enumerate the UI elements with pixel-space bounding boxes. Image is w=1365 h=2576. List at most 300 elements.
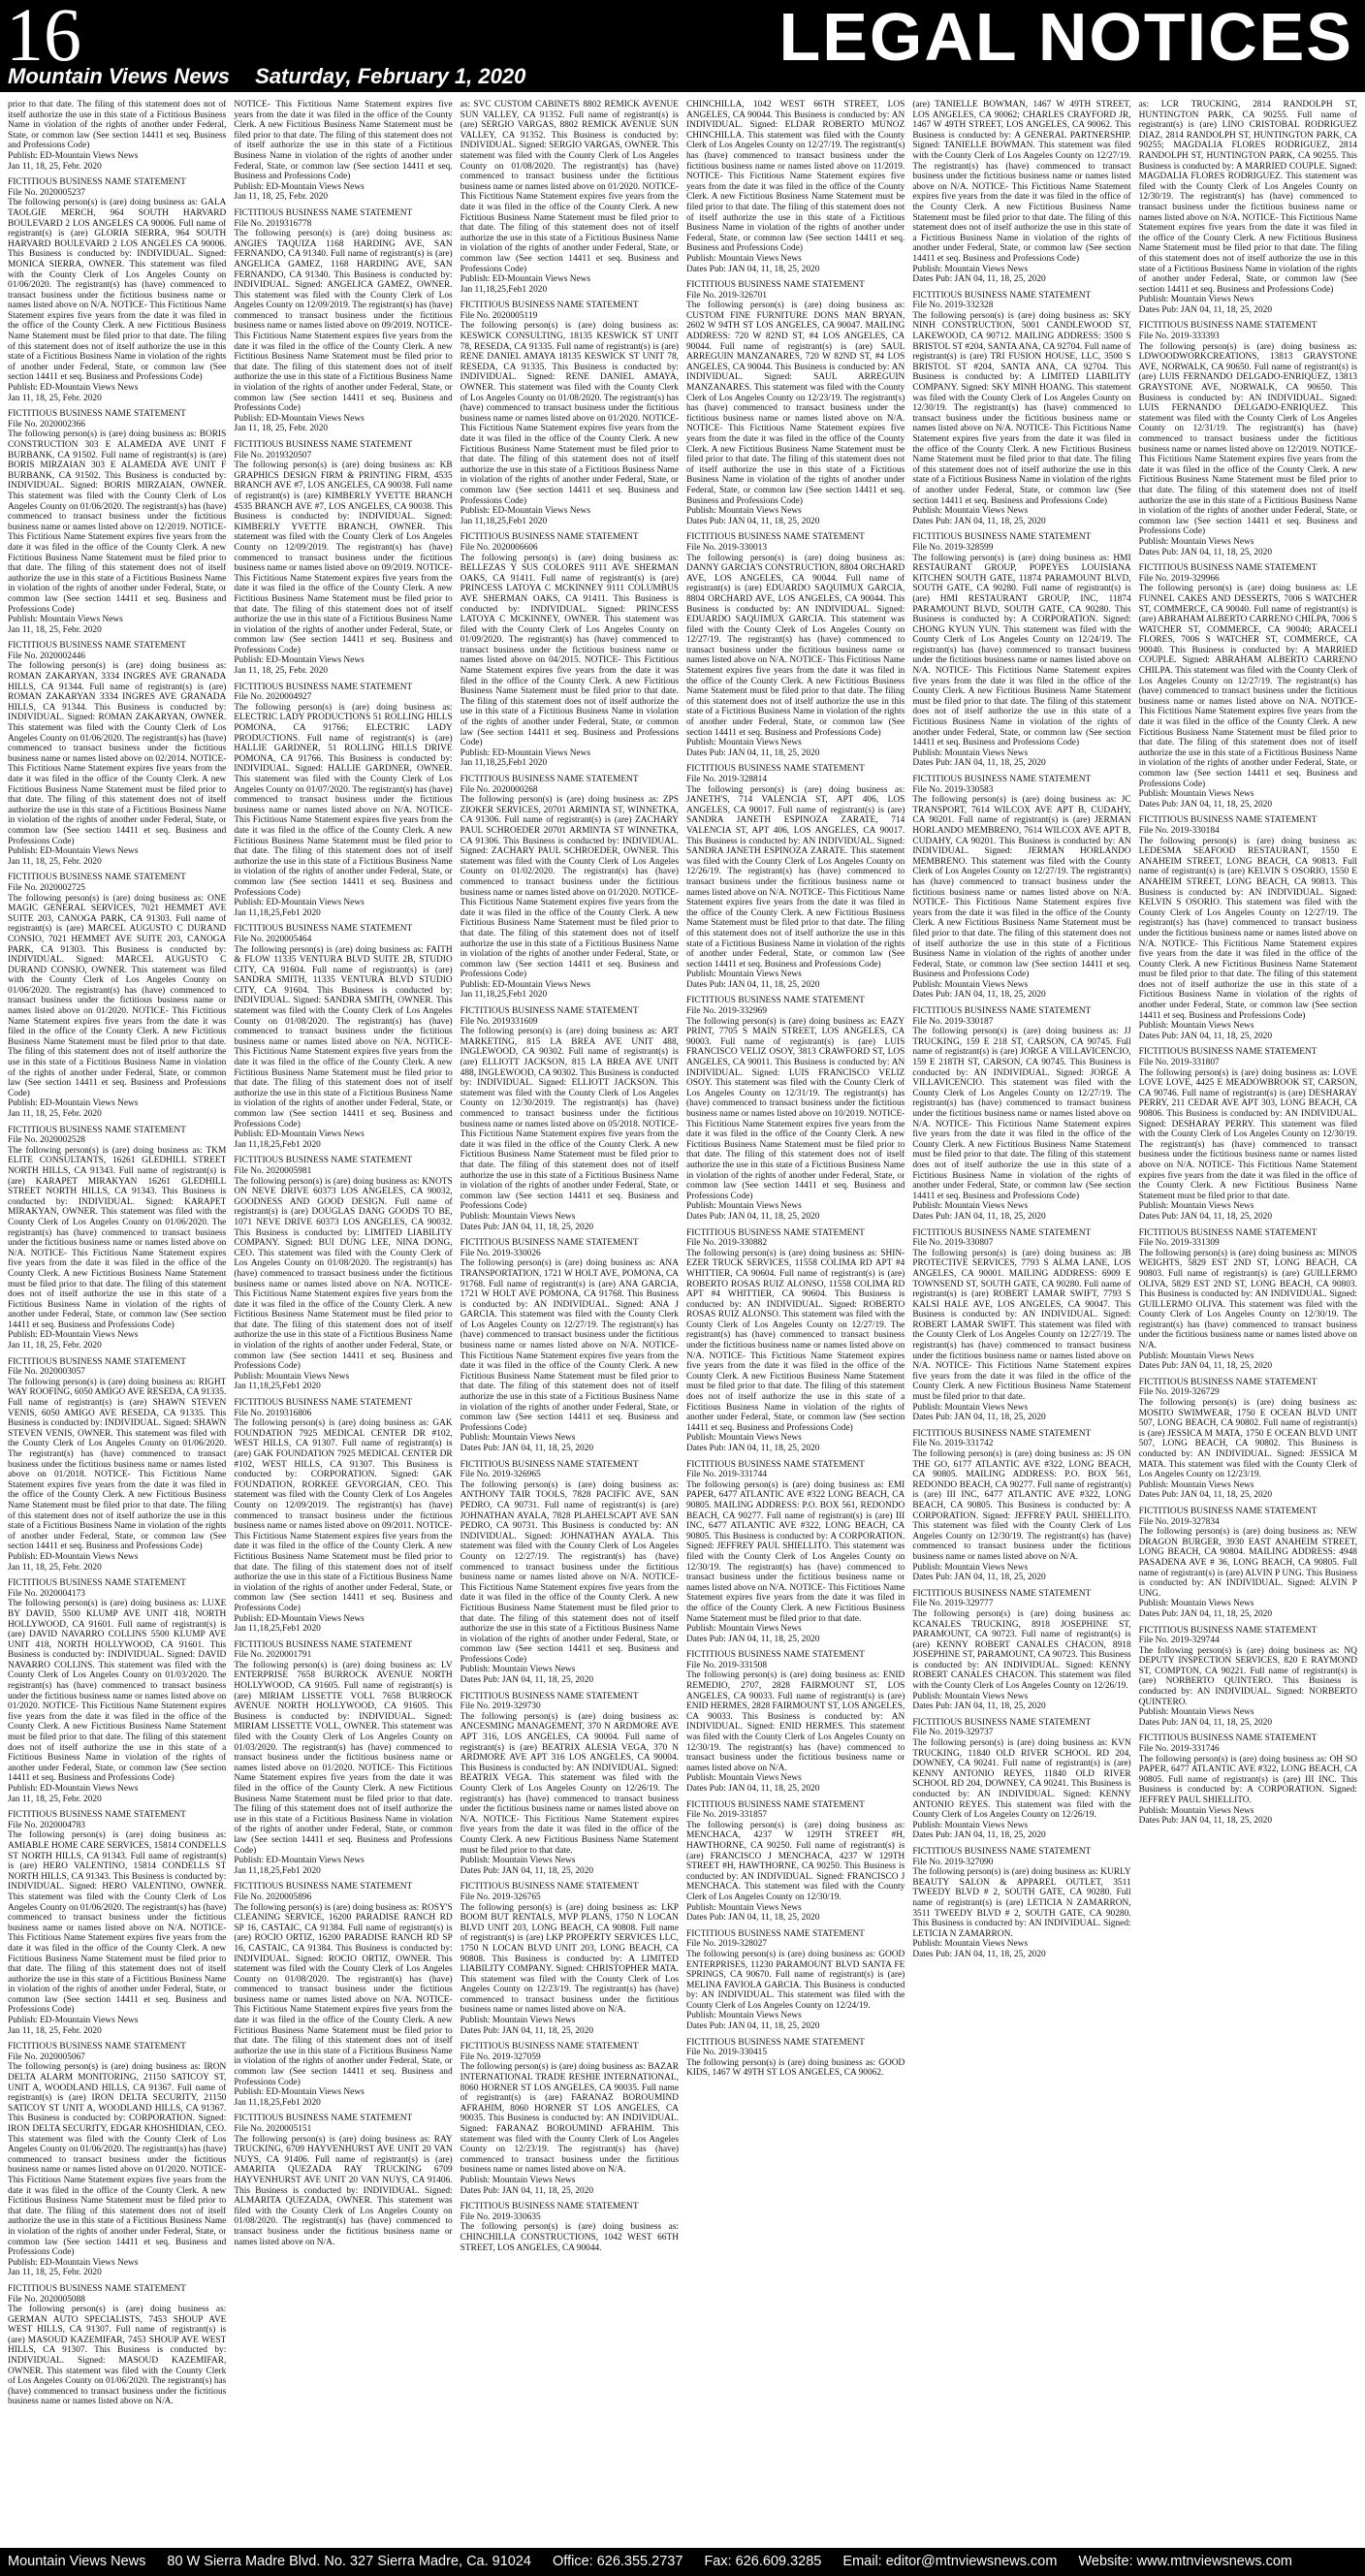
notice-body: The following person(s) is (are) doing business as: KURLY BEAUTY SALON & APPAREL OUTLET, 3511 TWEEDY BLVD # 2, SOUTH GATE, CA 90280. Full name of registrant(s) is (are) LETICIA N ZAMARRON, 3511 TWEEDY BLVD # 2, SOUTH GATE, CA 90280. This Business is conducted by: AN INDIVIDUAL. Signed: LETICIA N ZAMARRON. [912, 1867, 1131, 1939]
notice-body: The following person(s) is (are) doing business as: LOVE LOVE LOVE, 4425 E MEADOWBROOK ST, CARSON, CA 90746. Full name of registrant(s) is (are) DESHARAY PERRY, 211 CEDAR AVE APT 303, LONG BEACH, CA 90806. This Business is conducted by: AN INDIVIDUAL. Signed: DESHARAY PERRY. This statement was filed with the County Clerk of Los Angeles County on 12/30/19. The registrant(s) has (have) commenced to transact business under the fictitious business name or names listed above on N/A. NOTICE- This Fictitious Name Statement expires five years from the date it was filed in the office of the County Clerk. A new Fictitious Business Name Statement must be filed prior to that date. [1138, 1067, 1357, 1201]
notice-body: The following person(s) is (are) doing business as: LKP BOOM BUT RENTALS, MVP PLANS, 1750 N LOCAN BLVD UNIT 203, LONG BEACH, CA 90808. Full name of registrant(s) is (are) LKP PROPERTY SERVICES LLC, 1750 N LOCAN BLVD UNIT 203, LONG BEACH, CA 90808. This Business is conducted by: A LIMITED LIABILITY COMPANY. Signed: CHRISTOPHER MATA. This statement was filed with the County Clerk of Los Angeles County on 12/23/19. The registrant(s) has (have) commenced to transact business under the fictitious business name or names listed above on N/A. [460, 1902, 679, 2016]
notice-heading: FICTITIOUS BUSINESS NAME STATEMENT [912, 1717, 1092, 1728]
legal-notice [912, 100, 1130, 285]
notice-publish-line: Publish: ED-Mountain Views News [8, 2257, 139, 2268]
notice-body: The following person(s) is (are) doing business as: CUSTOM FINE FURNITURE DONS MAN BRYAN, 2602 W 94TH ST LOS ANGELES, CA 90047. MAILING ADDRESS: 720 W 82ND ST, #4 LOS ANGELES, CA 90044. Full name of registrant(s) is (are) SAUL ARREGUIN MANZANARES, 720 W 82ND ST, #4 LOS ANGELES, CA 90044. This Business is conducted by: AN INDIVIDUAL. Signed: SAUL ARREGUIN MANZANARES. This statement was filed with the County Clerk of Los Angeles County on 12/23/19. The registrant(s) has (have) commenced to transact business under the fictitious business name or names listed above on N/A. NOTICE- This Fictitious Name Statement expires five years from the date it was filed in the office of the County Clerk. A new Fictitious Business Name Statement must be filed prior to that date. The filing of this statement does not of itself authorize the use in this state of a Fictitious Business Name in violation of the rights of another under Federal, State, or common law (See section 14411 et seq. Business and Professions Code) [685, 301, 905, 506]
notice-publish-dates: Dates Pub: JAN 04, 11, 18, 25, 2020 [685, 1784, 820, 1794]
legal-notice [686, 280, 905, 526]
notice-heading: FICTITIOUS BUSINESS NAME STATEMENT [912, 1428, 1092, 1439]
page-number: 16 [6, 0, 81, 77]
notice-publish-line: Publish: Mountain Views News [1138, 536, 1254, 547]
notice-heading: FICTITIOUS BUSINESS NAME STATEMENT [912, 1588, 1092, 1599]
notice-publish-line: Publish: Mountain Views News [460, 1211, 576, 1222]
notice-publish-dates: Dates Pub: JAN 04, 11, 18, 25, 2020 [685, 1444, 820, 1453]
notice-publish-line: Publish: Mountain Views News [1138, 1805, 1254, 1816]
notice-file-number: File No. 2019-327090 [912, 1857, 994, 1867]
notice-body: The following person(s) is (are) doing business as: TKM ELITE CONSULTANTS, 16261 GLEDHILL STREET NORTH HILLS, CA 91343. Full name of registrant(s) is (are) KARAPET MIRAKYAN 16261 GLEDHILL STREET NORTH HILLS, CA 91343. This Business is conducted by: INDIVIDUAL. Signed: KARAPET MIRAKYAN, OWNER. This statement was filed with the County Clerk of Los Angeles County on 01/06/2020. The registrant(s) has (have) commenced to transact business under the fictitious business name or names listed above on N/A. NOTICE- This Fictitious Name Statement expires five years from the date it was filed in the office of the County Clerk. A new Fictitious Business Name Statement must be filed prior to that date. The filing of this statement does not of itself authorize the use in this state of a Fictitious Business Name in violation of the rights of another under Federal, State, or common law (See section 14411 et seq. Business and Professions Code) [8, 1145, 227, 1330]
notice-publish-dates: Jan 11, 18, 25, Febr. 2020 [234, 192, 329, 203]
legal-notice [8, 177, 226, 403]
notice-heading: FICTITIOUS BUSINESS NAME STATEMENT [8, 1356, 186, 1367]
notice-publish-line: Publish: ED-Mountain Views News [460, 979, 591, 990]
notice-publish-line: Publish: Mountain Views News [685, 1773, 802, 1784]
notice-publish-line: Publish: Mountain Views News [685, 738, 802, 748]
notice-body: The following person(s) is (are) doing business as: ART MARKETING, 815 LA BREA AVE UNIT 488, INGLEWOOD, CA 90302. Full name of registrant(s) is (are) ELLIOTT JACKSON, 815 LA BREA AVE UNIT 488, INGLEWOOD, CA 90302. This Business is conducted by: INDIVIDUAL. Signed: ELLIOTT JACKSON. This statement was filed with the County Clerk of Los Angeles County on 12/30/2019. The registrant(s) has (have) commenced to transact business under the fictitious business name or names listed above on 05/2018. NOTICE- This Fictitious Name Statement expires five years from the date it was filed in the office of the County Clerk. A new Fictitious Business Name Statement must be filed prior to that date. The filing of this statement does not of itself authorize the use in this state of a Fictitious Business Name in violation of the rights of another under Federal, State, or common law (See section 14411 et seq. Business and Professions Code) [460, 1027, 679, 1212]
notice-heading: FICTITIOUS BUSINESS NAME STATEMENT [234, 440, 413, 450]
notice-body: The following person(s) is (are) doing business as: MOSITO SWIMWEAR, 1750 E OCEAN BLVD UNIT 507, LONG BEACH, CA 90802. Full name of registrant(s) is (are) JESSICA M MATA, 1750 E OCEAN BLVD UNIT 507, LONG BEACH, CA 90802. This Business is conducted by: AN INDIVIDUAL. Signed: JESSICA M MATA. This statement was filed with the County Clerk of Los Angeles County on 12/23/19. [1138, 1398, 1357, 1480]
notice-body: The following person(s) is (are) doing business as: LE FUNNEL CAKES AND DESSERTS, 7006 S WATCHER ST, COMMERCE, CA 90040. Full name of registrant(s) is (are) ABRAHAM ALBERTO CARRENO CHILPA, 7006 S WATCHER ST, COMMERCE, CA 90040; ARACELI FLORES, 7006 S WATCHER ST, COMMERCE, CA 90040. This Business is conducted by: A MARRIED COUPLE. Signed: ABRAHAM ALBERTO CARRENO CHILPA. This statement was filed with the County Clerk of Los Angeles County on 12/27/19. The registrant(s) has (have) commenced to transact business under the fictitious business name or names listed above on N/A. NOTICE- This Fictitious Name Statement expires five years from the date it was filed in the office of the County Clerk. A new Fictitious Business Name Statement must be filed prior to that date. The filing of this statement does not of itself authorize the use in this state of a Fictitious Business Name in violation of the rights of another under Federal, State, or common law (See section 14411 et seq. Business and Professions Code) [1138, 584, 1357, 789]
legal-notice [1139, 1047, 1357, 1222]
notice-heading: FICTITIOUS BUSINESS NAME STATEMENT [1138, 1625, 1317, 1636]
notice-body: The following person(s) is (are) doing business as: RAY TRUCKING, 6709 HAYVENHURST AVE UNIT 20 VAN NUYS, CA 91406. Full name of registrant(s) is (are) AMARITA QUEZADA RAY TRUCKING 6709 HAYVENHURST AVE UNIT 20 VAN NUYS, CA 91406. This Business is conducted by: INDIVIDUAL. Signed: ALMARITA QUEZADA, OWNER. This statement was filed with the County Clerk of Los Angeles County on 01/08/2020. The registrant(s) has (have) commenced to transact business under the fictitious business name or names listed above on N/A. [234, 2134, 453, 2247]
notice-heading: FICTITIOUS BUSINESS NAME STATEMENT [8, 2042, 186, 2052]
notice-body: The following person(s) is (are) doing business as: ANCESMING MANAGEMENT, 370 N ARDMORE AVE APT 316, LOS ANGELES, CA 90004. Full name of registrant(s) is (are) BEATRIX ALESIA VEGA, 370 N ARDMORE AVE APT 316 LOS ANGELES, CA 90004. This Business is conducted by: AN INDIVIDUAL. Signed: BEATRIX VEGA. This statement was filed with the County Clerk of Los Angeles County on 12/26/19. The registrant(s) has (have) commenced to transact business under the fictitious business name or names listed above on N/A. NOTICE- This Fictitious Name Statement expires five years from the date it was filed in the office of the County Clerk. A new Fictitious Business Name Statement must be filed prior to that date. [460, 1711, 679, 1856]
notice-heading: FICTITIOUS BUSINESS NAME STATEMENT [8, 1810, 186, 1821]
notice-publish-dates: Jan 11,18,25,Feb1 2020 [234, 1624, 321, 1635]
notice-file-number: File No. 2019320507 [234, 450, 312, 461]
footer-website: Website: www.mtnviewsnews.com [1078, 2554, 1292, 2569]
notice-publish-line: Publish: Mountain Views News [685, 506, 802, 517]
notice-publish-dates: Dates Pub: JAN 04, 11, 18, 25, 2020 [1138, 1608, 1273, 1619]
publication-date: Saturday, February 1, 2020 [255, 64, 526, 88]
legal-notice [686, 996, 905, 1222]
notice-body: The following person(s) is (are) doing business as: ROMAN ZAKARYAN, 3334 INGRES AVE GRANADA HILLS, CA 91344. Full name of registrant(s) is (are) ROMAN ZAKARYAN 3334 INGRES AVE GRANADA HILLS, CA 91344. This Business is conducted by: INDIVIDUAL. Signed: ROMAN ZAKARYAN, OWNER. This statement was filed with the County Clerk of Los Angeles County on 01/06/2020. The registrant(s) has (have) commenced to transact business under the fictitious business name or names listed above on 02/2014. NOTICE- This Fictitious Name Statement expires five years from the date it was filed in the office of the County Clerk. A new Fictitious Business Name Statement must be filed prior to that date. The filing of this statement does not of itself authorize the use in this state of a Fictitious Business Name in violation of the rights of another under Federal, State, or common law (See section 14411 et seq. Business and Professions Code) [8, 661, 227, 846]
notice-publish-dates: Dates Pub: JAN 04, 11, 18, 25, 2020 [685, 979, 820, 990]
notice-publish-line: Publish: ED-Mountain Views News [234, 1129, 365, 1140]
notice-publish-line: Publish: ED-Mountain Views News [234, 413, 365, 424]
notice-heading: FICTITIOUS BUSINESS NAME STATEMENT [234, 1398, 413, 1409]
notice-file-number: File No. 2019-331508 [685, 1660, 768, 1670]
column-3 [460, 100, 679, 2538]
notice-body: The following person(s) is (are) doing business as: JC TRANSPORT, 7614 WILCOX AVE APT B, CUDAHY, CA 90201. Full name of registrant(s) is (are) JERMAN HORLANDO MEMBRENO, 7614 WILCOX AVE APT B, CUDAHY, CA 90201. This Business is conducted by: AN INDIVIDUAL. Signed: JERMAN HORLANDO MEMBRENO. This statement was filed with the County Clerk of Los Angeles County on 12/27/19. The registrant(s) has (have) commenced to transact business under the fictitious business name or names listed above on N/A. NOTICE- This Fictitious Name Statement expires five years from the date it was filed in the office of the County Clerk. A new Fictitious Business Name Statement must be filed prior to that date. The filing of this statement does not of itself authorize the use in this state of a Fictitious Business Name in violation of the rights of another under Federal, State, or common law (See section 14411 et seq. Business and Professions Code) [912, 795, 1131, 980]
legal-notice [8, 2042, 226, 2278]
legal-notice [686, 1228, 905, 1454]
notice-file-number: File No. 2019-331807 [1138, 1058, 1220, 1068]
column-6 [1139, 100, 1357, 2538]
notice-publish-dates: Dates Pub: JAN 04, 11, 18, 25, 2020 [1138, 1490, 1273, 1501]
notice-publish-line: Publish: ED-Mountain Views News [8, 150, 139, 161]
notice-body: The following person(s) is (are) doing business as: GERMAN AUTO SPECIALISTS, 7453 SHOUP AVE WEST HILLS, CA 91307. Full name of registrant(s) is (are) MASOUD KAZEMIFAR, 7453 SHOUP AVE WEST HILLS, CA 91307. This Business is conducted by: INDIVIDUAL. Signed: MASOUD KAZEMIFAR, OWNER. This statement was filed with the County Clerk of Los Angeles County on 01/06/2020. The registrant(s) has (have) commenced to transact business under the fictitious business name or names listed above on N/A. [8, 2305, 227, 2407]
notice-heading: FICTITIOUS BUSINESS NAME STATEMENT [234, 1156, 413, 1166]
legal-notice [1139, 1378, 1357, 1501]
legal-notice [234, 1882, 452, 2108]
notice-publish-line: Publish: Mountain Views News [912, 1939, 1029, 1950]
legal-notice [8, 873, 226, 1119]
notice-heading: FICTITIOUS BUSINESS NAME STATEMENT [460, 532, 639, 543]
notice-file-number: File No. 2019-329737 [912, 1728, 994, 1738]
notice-publish-line: Publish: ED-Mountain Views News [8, 1784, 139, 1794]
notice-file-number: File No. 2019-329777 [912, 1599, 994, 1609]
notice-body: The following person(s) is (are) doing business as: AMIABLE HOME CARE SERVICES, 15814 CONDELLS ST NORTH HILLS, CA 91343. Full name of registrant(s) is (are) HERO VALENTINO, 15814 CONDELLS ST NORTH HILLS, CA 91343. This Business is conducted by: INDIVIDUAL. Signed: HERO VALENTINO, OWNER. This statement was filed with the County Clerk of Los Angeles County on 01/06/2020. The registrant(s) has (have) commenced to transact business under the fictitious business name or names listed above on N/A. NOTICE- This Fictitious Name Statement expires five years from the date it was filed in the office of the County Clerk. A new Fictitious Business Name Statement must be filed prior to that date. The filing of this statement does not of itself authorize the use in this state of a Fictitious Business Name in violation of the rights of another under Federal, State, or common law (See section 14411 et seq. Business and Professions Code) [8, 1830, 227, 2016]
notice-body: The following person(s) is (are) doing business as: ANA TRANSPORTATION, 1721 W HOLT AVE, POMONA, CA 91768. Full name of registrant(s) is (are) ANA GARCIA, 1721 W HOLT AVE POMONA, CA 91768. This Business is conducted by: AN INDIVIDUAL. Signed: ANA J GARCIA. This statement was filed with the County Clerk of Los Angeles County on 12/27/19. The registrant(s) has (have) commenced to transact business under the fictitious business name or names listed above on N/A. NOTICE- This Fictitious Name Statement expires five years from the date it was filed in the office of the County Clerk. A new Fictitious Business Name Statement must be filed prior to that date. The filing of this statement does not of itself authorize the use in this state of a Fictitious Business Name in violation of the rights of another under Federal, State, or common law (See section 14411 et seq. Business and Professions Code) [460, 1258, 679, 1433]
notice-file-number: File No. 2020005151 [234, 2124, 312, 2134]
notice-file-number: File No. 2019-330882 [685, 1238, 768, 1249]
notice-heading: FICTITIOUS BUSINESS NAME STATEMENT [1138, 1733, 1317, 1744]
notice-file-number: File No. 2019-328814 [685, 775, 768, 784]
notice-heading: FICTITIOUS BUSINESS NAME STATEMENT [460, 2042, 639, 2052]
notice-publish-line: Publish: Mountain Views News [1138, 1351, 1254, 1361]
notice-publish-dates: Jan 11, 18, 25, Febr. 2020 [234, 424, 329, 434]
notice-body: The following person(s) is (are) doing business as: RIGHT WAY ROOFING, 6050 AMIGO AVE RESEDA, CA 91335. Full name of registrant(s) is (are) SHAWN STEVEN VENIS, 6050 AMIGO AVE RESEDA, CA 91335. This Business is conducted by: INDIVIDUAL. Signed: SHAWN STEVEN VENIS, OWNER. This statement was filed with the County Clerk of Los Angeles County on 01/06/2020. The registrant(s) has (have) commenced to transact business under the fictitious business name or names listed above on 01/2018. NOTICE- This Fictitious Name Statement expires five years from the date it was filed in the office of the County Clerk. A new Fictitious Business Name Statement must be filed prior to that date. The filing of this statement does not of itself authorize the use in this state of a Fictitious Business Name in violation of the rights of another under Federal, State, or common law (See section 14411 et seq. Business and Professions Code) [8, 1377, 227, 1552]
notice-publish-line: Publish: Mountain Views News [685, 2011, 802, 2021]
notice-publish-line: Publish: ED-Mountain Views News [460, 747, 591, 758]
notice-publish-dates: Dates Pub: JAN 04, 11, 18, 25, 2020 [912, 274, 1046, 285]
notice-heading: FICTITIOUS BUSINESS NAME STATEMENT [685, 764, 865, 775]
column-1 [8, 100, 226, 2538]
notice-heading: FICTITIOUS BUSINESS NAME STATEMENT [8, 409, 186, 420]
notice-heading: FICTITIOUS BUSINESS NAME STATEMENT [685, 1650, 865, 1661]
column-4 [686, 100, 905, 2538]
legal-notice [912, 532, 1130, 769]
notice-publish-line: Publish: Mountain Views News [460, 1856, 576, 1866]
notice-file-number: File No. 2019-331857 [685, 1810, 768, 1821]
notice-heading: FICTITIOUS BUSINESS NAME STATEMENT [1138, 1377, 1317, 1387]
notice-publish-line: Publish: Mountain Views News [460, 1433, 576, 1444]
notice-file-number: File No. 2020005981 [234, 1165, 312, 1176]
notice-publish-dates: Dates Pub: JAN 04, 11, 18, 25, 2020 [1138, 1816, 1273, 1827]
notice-file-number: File No. 2019-329744 [1138, 1636, 1220, 1646]
notice-publish-dates: Dates Pub: JAN 04, 11, 18, 25, 2020 [685, 747, 820, 758]
notice-publish-line: Publish: Mountain Views News [685, 1624, 802, 1635]
legal-notice [686, 1650, 905, 1794]
legal-notice [1139, 1507, 1357, 1620]
legal-notice [8, 1578, 226, 1804]
notice-file-number: File No. 2019-330013 [685, 542, 768, 553]
notice-body: The following person(s) is (are) doing business as: MENCHACA, 4237 W 129TH STREET #H, HAWTHORNE, CA 90250. Full name of registrant(s) is (are) FRANCISCO J MENCHACA, 4237 W 129TH STREET #H, HAWTHORNE, CA 90250. This Business is conducted by: AN INDIVIDUAL. Signed: FRANCISCO J MENCHACA. This statement was filed with the County Clerk of Los Angeles County on 12/30/19. [685, 1820, 905, 1902]
notice-file-number: File No. 2019-331744 [685, 1470, 768, 1480]
notice-publish-dates: Dates Pub: JAN 04, 11, 18, 25, 2020 [912, 1211, 1046, 1222]
notice-body: The following person(s) is (are) doing business as: GOOD KIDS, 1467 W 49TH ST LOS ANGELES, CA 90062. [685, 2057, 905, 2079]
notice-publish-line: Publish: ED-Mountain Views News [234, 1613, 365, 1624]
notice-heading: FICTITIOUS BUSINESS NAME STATEMENT [912, 1846, 1092, 1857]
notice-publish-line: Publish: ED-Mountain Views News [8, 1551, 139, 1562]
notice-file-number: File No. 2020002725 [8, 882, 85, 893]
notice-publish-line: Publish: Mountain Views News [1138, 1599, 1254, 1609]
notice-heading: FICTITIOUS BUSINESS NAME STATEMENT [685, 1459, 865, 1470]
legal-notice [234, 683, 452, 919]
notice-heading: FICTITIOUS BUSINESS NAME STATEMENT [460, 2202, 639, 2212]
legal-notice [1139, 1626, 1357, 1729]
masthead [0, 0, 1365, 92]
notice-body: The following person(s) is (are) doing business as: JS ON THE GO, 6177 ATLANTIC AVE #322, LONG BEACH, CA 90805. MAILING ADDRESS: P.O. BOX 561, REDONDO BEACH, CA 90277. Full name of registrant(s) is (are) III INC, 6477 ATLANTIC AVE #322, LONG BEACH, CA 90805. This Business is conducted by: A CORPORATION. Signed: JEFFREY PAUL SHIELLITO. This statement was filed with the County Clerk of Los Angeles County on 12/30/19. The registrant(s) has (have) commenced to transact business under the fictitious business name or names listed above on N/A. [912, 1449, 1131, 1562]
notice-publish-dates: Jan 11, 18, 25, Febr. 2020 [8, 624, 102, 635]
legal-notice [1139, 1228, 1357, 1372]
notice-publish-line: Publish: Mountain Views News [1138, 1479, 1254, 1490]
legal-notice [912, 1847, 1130, 1960]
legal-notice [460, 532, 679, 769]
legal-notice [686, 1800, 905, 1924]
notice-publish-dates: Jan 11,18,25,Feb1 2020 [460, 516, 548, 526]
notice-file-number: File No. 2020004173 [8, 1588, 85, 1599]
notice-publish-line: Publish: Mountain Views News [912, 747, 1029, 758]
legal-notice [912, 1228, 1130, 1423]
notice-publish-line: Publish: Mountain Views News [912, 1201, 1029, 1212]
notice-heading: FICTITIOUS BUSINESS NAME STATEMENT [234, 1639, 413, 1650]
notice-publish-line: Publish: Mountain Views News [8, 615, 123, 625]
notice-body: The following person(s) is (are) doing business as: KVN TRUCKING, 11840 OLD RIVER SCHOOL RD 204, DOWNEY, CA 90241. Full name of registrant(s) is (are) KENNY ANTONIO REYES, 11840 OLD RIVER SCHOOL RD 204, DOWNEY, CA 90241. This Business is conducted by: AN INDIVIDUAL. Signed: KENNY ANTONIO REYES. This statement was filed with the County Clerk of Los Angeles County on 12/26/19. [912, 1738, 1131, 1821]
notice-publish-line: Publish: ED-Mountain Views News [8, 1098, 139, 1109]
notice-heading: FICTITIOUS BUSINESS NAME STATEMENT [912, 1006, 1092, 1017]
notice-body: The following person(s) is (are) doing business as: LDWOODWORKCREATIONS, 13813 GRAYSTONE AVE, NORWALK, CA 90650. Full name of registrant(s) is (are) LUIS FERNANDO DELGADO-ENRIQUEZ, 13813 GRAYSTONE AVE, NORWALK, CA 90650. This Business is conducted by: AN INDIVIDUAL. Signed: LUIS FERNANDO DELGADO-ENRIQUEZ. This statement was filed with the County Clerk of Los Angeles County on 12/31/19. The registrant(s) has (have) commenced to transact business under the fictitious business name or names listed above on 12/2019. NOTICE- This Fictitious Name Statement expires five years from the date it was filed in the office of the County Clerk. A new Fictitious Business Name Statement must be filed prior to that date. The filing of this statement does not of itself authorize the use in this state of a Fictitious Business Name in violation of the rights of another under Federal, State, or common law (See section 14411 et seq. Business and Professions Code) [1138, 341, 1357, 537]
legal-notice [234, 1156, 452, 1392]
notice-file-number: File No. 2019-330184 [1138, 825, 1220, 836]
notice-heading: FICTITIOUS BUSINESS NAME STATEMENT [1138, 815, 1317, 826]
notice-file-number: File No. 2019-329966 [1138, 573, 1220, 584]
notice-publish-dates: Dates Pub: JAN 04, 11, 18, 25, 2020 [912, 758, 1046, 769]
notice-file-number: File No. 2019-330635 [460, 2211, 541, 2222]
notice-publish-dates: Dates Pub: JAN 04, 11, 18, 25, 2020 [685, 1211, 820, 1222]
notice-publish-line: Publish: Mountain Views News [685, 1902, 802, 1913]
notice-body: The following person(s) is (are) doing business as: NQ DEPUTY INSPECTION SERVICES, 820 E RAYMOND ST, COMPTON, CA 90221. Full name of registrant(s) is (are) NORBERTO QUINTERO. This Business is conducted by: AN INDIVIDUAL. Signed: NORBERTO QUINTERO. [1138, 1645, 1357, 1707]
section-title: LEGAL NOTICES [778, 0, 1353, 75]
notice-body: (are) TANIELLE BOWMAN, 1467 W 49TH STREET, LOS ANGELES, CA 90062; CHARLES CRAYFORD JR, 1467 W 49TH STREET, LOS ANGELES, CA 90062. This Business is conducted by: A GENERAL PARTNERSHIP. Signed: TANIELLE BOWMAN. This statement was filed with the County Clerk of Los Angeles County on 12/27/19. The registrant(s) has (have) commenced to transact business under the fictitious business name or names listed above on N/A. NOTICE- This Fictitious Name Statement expires five years from the date it was filed in the office of the County Clerk. A new Fictitious Business Name Statement must be filed prior to that date. The filing of this statement does not of itself authorize the use in this state of a Fictitious Business Name in violation of the rights of another under Federal, State, or common law (See section 14411 et seq. Business and Professions Code) [912, 100, 1131, 264]
notice-body: The following person(s) is (are) doing business as: DANNY GARCIA'S CONSTRUCTION, 8804 ORCHARD AVE, LOS ANGELES, CA 90044. Full name of registrant(s) is (are) EDUARDO SAQUIMUX GARCIA, 8804 ORCHARD AVE, LOS ANGELES, CA 90044. This Business is conducted by: AN INDIVIDUAL. Signed: EDUARDO SAQUIMUX GARCIA. This statement was filed with the County Clerk of Los Angeles County on 12/27/19. The registrant(s) has (have) commenced to transact business under the fictitious business name or names listed above on N/A. NOTICE- This Fictitious Name Statement expires five years from the date it was filed in the office of the County Clerk. A new Fictitious Business Name Statement must be filed prior to that date. The filing of this statement does not of itself authorize the use in this state of a Fictitious Business Name in violation of the rights of another under Federal, State, or common law (See section 14411 et seq. Business and Professions Code) [685, 553, 905, 738]
notice-publish-line: Publish: ED-Mountain Views News [234, 1856, 365, 1866]
notice-heading: FICTITIOUS BUSINESS NAME STATEMENT [685, 280, 865, 291]
notice-publish-line: Publish: Mountain Views News [912, 1820, 1029, 1830]
notice-publish-dates: Dates Pub: JAN 04, 11, 18, 25, 2020 [1138, 1031, 1273, 1041]
notice-publish-line: Publish: Mountain Views News [912, 1562, 1029, 1573]
notice-file-number: File No. 2019-326965 [460, 1470, 541, 1480]
notice-body: The following person(s) is (are) doing business as: LUXE BY DAVID, 5500 KLUMP AVE UNIT 418, NORTH HOLLYWOOD, CA 91601. Full name of registrant(s) is (are) DAVID NAVARRO COLLINS 5500 KLUMP AVE UNIT 418, NORTH HOLLYWOOD, CA 91601. This Business is conducted by: INDIVIDUAL. Signed: DAVID NAVARRO COLLINS. This statement was filed with the County Clerk of Los Angeles County on 01/03/2020. The registrant(s) has (have) commenced to transact business under the fictitious business name or names listed above on 01/2020. NOTICE- This Fictitious Name Statement expires five years from the date it was filed in the office of the County Clerk. A new Fictitious Business Name Statement must be filed prior to that date. The filing of this statement does not of itself authorize the use in this state of a Fictitious Business Name in violation of the rights of another under Federal, State, or common law (See section 14411 et seq. Business and Professions Code) [8, 1599, 227, 1784]
notice-publish-line: Publish: Mountain Views News [912, 1691, 1029, 1701]
notice-publish-line: Publish: Mountain Views News [685, 1433, 802, 1444]
notice-heading: FICTITIOUS BUSINESS NAME STATEMENT [460, 301, 639, 311]
notice-body: The following person(s) is (are) doing business as: BORIS CONSTRUCTION 303 E ALAMEDA AVE UNIT F BURBANK, CA 91502. Full name of registrant(s) is (are) BORIS MIRZAIAN 303 E ALAMEDA AVE UNIT F BURBANK, CA 91502. This Business is conducted by: INDIVIDUAL. Signed: BORIS MIRZAIAN, OWNER. This statement was filed with the County Clerk of Los Angeles County on 01/06/2020. The registrant(s) has (have) commenced to transact business under the fictitious business name or names listed above on 12/2019. NOTICE- This Fictitious Name Statement expires five years from the date it was filed in the office of the County Clerk. A new Fictitious Business Name Statement must be filed prior to that date. The filing of this statement does not of itself authorize the use in this state of a Fictitious Business Name in violation of the rights of another under Federal, State, or common law (See section 14411 et seq. Business and Professions Code) [8, 429, 227, 615]
notice-file-number: File No. 2019-332328 [912, 301, 994, 311]
notice-heading: FICTITIOUS BUSINESS NAME STATEMENT [460, 1238, 639, 1249]
notice-file-number: File No. 2019-333393 [1138, 332, 1220, 342]
legal-notice [912, 775, 1130, 1001]
legal-notice [460, 775, 679, 1001]
notice-file-number: File No. 2019-326729 [1138, 1387, 1220, 1398]
legal-notice [1139, 563, 1357, 810]
notice-publish-dates: Jan 11,18,25,Feb1 2020 [234, 1139, 321, 1150]
publication-name: Mountain Views News [8, 64, 231, 88]
notice-heading: FICTITIOUS BUSINESS NAME STATEMENT [1138, 1506, 1317, 1516]
notice-publish-dates: Dates Pub: JAN 04, 11, 18, 25, 2020 [912, 1701, 1046, 1712]
legal-notice [234, 208, 452, 434]
notice-file-number: File No. 2019-326765 [460, 1892, 541, 1902]
notice-body: NOTICE- This Fictitious Name Statement expires five years from the date it was filed in the office of the County Clerk. A new Fictitious Business Name Statement must be filed prior to that date. The filing of this statement does not of itself authorize the use in this state of a Fictitious Business Name in violation of the rights of another under Federal, State, or common law (See section 14411 et seq. Business and Professions Code) [234, 100, 453, 182]
notice-publish-dates: Dates Pub: JAN 04, 11, 18, 25, 2020 [912, 990, 1046, 1001]
notice-body: The following person(s) is (are) doing business as: BAZAR INTERNATIONAL TRADE RESHIE INTERNATIONAL, 8060 HORNER ST LOS ANGELES, CA 90035. Full name of registrant(s) is (are) FARANAZ BOROUMIND AFRAHIM, 8060 HORNER ST LOS ANGELES, CA 90035. This Business is conducted by: AN INDIVIDUAL. Signed: FARANAZ BOROUMIND AFRAHIM. This statement was filed with the County Clerk of Los Angeles County on 12/23/19. The registrant(s) has (have) commenced to transact business under the fictitious business name or names listed above on N/A. [460, 2062, 679, 2176]
notice-heading: FICTITIOUS BUSINESS NAME STATEMENT [234, 2114, 413, 2124]
notice-heading: FICTITIOUS BUSINESS NAME STATEMENT [912, 775, 1092, 784]
notice-body: The following person(s) is (are) doing business as: KB GRAPHICS DESIGN FIRM & PRINTING FIRM, 4535 BRANCH AVE #7, LOS ANGELES, CA 90038. Full name of registrant(s) is (are) KIMBERLY YVETTE BRANCH 4535 BRANCH AVE #7, LOS ANGELES, CA 90038. This Business is conducted by: INDIVIDUAL. Signed: KIMBERLY YVETTE BRANCH, OWNER. This statement was filed with the County Clerk of Los Angeles County on 12/09/2019. The registrant(s) has (have) commenced to transact business under the fictitious business name or names listed above on 09/2019. NOTICE- This Fictitious Name Statement expires five years from the date it was filed in the office of the County Clerk. A new Fictitious Business Name Statement must be filed prior to that date. The filing of this statement does not of itself authorize the use in this state of a Fictitious Business Name in violation of the rights of another under Federal, State, or common law (See section 14411 et seq. Business and Professions Code) [234, 461, 453, 655]
legal-notice [912, 291, 1130, 527]
notice-body: The following person(s) is (are) doing business as: ONE MAGIC GENERAL SERVICES, 7021 HEMMET AVE SUITE 203, CANOGA PARK, CA 91303. Full name of registrant(s) is (are) MARCEL AUGUSTO C DURAND CONSIO, 7021 HEMMET AVE SUITE 203, CANOGA PARK, CA 91303. This Business is conducted by: INDIVIDUAL. Signed: MARCEL AUGUSTO C DURAND CONSIO, OWNER. This statement was filed with the County Clerk of Los Angeles County on 01/06/2020. The registrant(s) has (have) commenced to transact business under the fictitious business name or names listed above on 01/2020. NOTICE- This Fictitious Name Statement expires five years from the date it was filed in the office of the County Clerk. A new Fictitious Business Name Statement must be filed prior to that date. The filing of this statement does not of itself authorize the use in this state of a Fictitious Business Name in violation of the rights of another under Federal, State, or common law (See section 14411 et seq. Business and Professions Code) [8, 893, 227, 1098]
notice-body: The following person(s) is (are) doing business as: LV ENTERPRISE 7658 BURROCK AVENUE NORTH HOLLYWOOD, CA 91605. Full name of registrant(s) is (are) MIRIAM LISSETTE VOLL 7658 BURROCK AVENUE NORTH HOLLYWOOD, CA 91605. This Business is conducted by: INDIVIDUAL. Signed: MIRIAM LISSETTE VOLL, OWNER. This statement was filed with the County Clerk of Los Angeles County on 01/03/2020. The registrant(s) has (have) commenced to transact business under the fictitious business name or names listed above on 01/2020. NOTICE- This Fictitious Name Statement expires five years from the date it was filed in the office of the County Clerk. A new Fictitious Business Name Statement must be filed prior to that date. The filing of this statement does not of itself authorize the use in this state of a Fictitious Business Name in violation of the rights of another under Federal, State, or common law (See section 14411 et seq. Business and Professions Code) [234, 1660, 453, 1856]
legal-notice [8, 409, 226, 635]
legal-notice [234, 1398, 452, 1635]
notice-publish-dates: Jan 11, 18, 25, Febr. 2020 [8, 2268, 102, 2278]
notice-file-number: File No. 2019316806 [234, 1408, 312, 1418]
legal-notice [1139, 1733, 1357, 1826]
notice-heading: FICTITIOUS BUSINESS NAME STATEMENT [8, 873, 186, 883]
notice-publish-line: Publish: Mountain Views News [912, 506, 1029, 517]
notice-body: The following person(s) is (are) doing business as: ANGIES TAQUIZA 1168 HARDING AVE, SAN FERNANDO, CA 91340. Full name of registrant(s) is (are) ANGELICA GAMEZ, 1168 HARDING AVE, SAN FERNANDO, CA 91340. This Business is conducted by: INDIVIDUAL. Signed: ANGELICA GAMEZ, OWNER. This statement was filed with the County Clerk of Los Angeles County on 12/09/2019. The registrant(s) has (have) commenced to transact business under the fictitious business name or names listed above on 09/2019. NOTICE- This Fictitious Name Statement expires five years from the date it was filed in the office of the County Clerk. A new Fictitious Business Name Statement must be filed prior to that date. The filing of this statement does not of itself authorize the use in this state of a Fictitious Business Name in violation of the rights of another under Federal, State, or common law (See section 14411 et seq. Business and Professions Code) [234, 229, 453, 414]
notice-body: The following person(s) is (are) doing business as: FAITH & FLOW 11335 VENTURA BLVD SUITE 2B, STUDIO CITY, CA 91604. Full name of registrant(s) is (are) SANDRA SMITH, 11335 VENTURA BLVD STUDIO CITY, CA 91604. This Business is conducted by: INDIVIDUAL. Signed: SANDRA SMITH, OWNER. This statement was filed with the County Clerk of Los Angeles County on 01/08/2020. The registrant(s) has (have) commenced to transact business under the fictitious business name or names listed above on N/A. NOTICE- This Fictitious Name Statement expires five years from the date it was filed in the office of the County Clerk. A new Fictitious Business Name Statement must be filed prior to that date. The filing of this statement does not of itself authorize the use in this state of a Fictitious Business Name in violation of the rights of another under Federal, State, or common law (See section 14411 et seq. Business and Professions Code) [234, 944, 453, 1129]
notice-publish-dates: Dates Pub: JAN 04, 11, 18, 25, 2020 [912, 1830, 1046, 1841]
notice-file-number: File No. 2020002528 [8, 1135, 85, 1146]
notice-file-number: File No. 2019-331742 [912, 1439, 994, 1449]
notice-body: The following person(s) is (are) doing business as: BELLEZAS Y SUS COLORES 9111 AVE SHERMAN OAKS, CA 91411. Full name of registrant(s) is (are) PRINCESS LATOYA C MCKINNEY 9111 COLUMBUS AVE SHERMAN OAKS, CA 91411. This Business is conducted by: INDIVIDUAL. Signed: PRINCESS LATOYA C MCKINNEY, OWNER. This statement was filed with the County Clerk of Los Angeles County on 01/09/2020. The registrant(s) has (have) commenced to transact business under the fictitious business name or names listed above on 04/2015. NOTICE- This Fictitious Name Statement expires five years from the date it was filed in the office of the County Clerk. A new Fictitious Business Name Statement must be filed prior to that date. The filing of this statement does not of itself authorize the use in this state of a Fictitious Business Name in violation of the rights of another under Federal, State, or common law (See section 14411 et seq. Business and Professions Code) [460, 553, 679, 748]
legal-notice [912, 1006, 1130, 1222]
notice-publish-line: Publish: Mountain Views News [685, 970, 802, 980]
notice-publish-dates: Dates Pub: JAN 04, 11, 18, 25, 2020 [460, 1444, 594, 1453]
legal-notice [8, 1357, 226, 1573]
notice-publish-dates: Jan 11,18,25,Feb1 2020 [234, 2097, 321, 2108]
notice-heading: FICTITIOUS BUSINESS NAME STATEMENT [685, 996, 865, 1006]
notice-file-number: File No. 2020005464 [234, 934, 312, 944]
notice-heading: FICTITIOUS BUSINESS NAME STATEMENT [685, 1928, 865, 1939]
notice-body: The following person(s) is (are) doing business as: GALA TAOLGIE MERCH, 964 SOUTH HARVARD BOULEVARD 2 LOS ANGELES CA 90006. Full name of registrant(s) is (are) GLORIA SIERRA, 964 SOUTH HARVARD BOULEVARD 2 LOS ANGELES CA 90006. This Business is conducted by: INDIVIDUAL. Signed: MONICA SIERRA, OWNER. This statement was filed with the County Clerk of Los Angeles County on 01/06/2020. The registrant(s) has (have) commenced to transact business under the fictitious business name or names listed above on N/A. NOTICE- This Fictitious Name Statement expires five years from the date it was filed in the office of the County Clerk. A new Fictitious Business Name Statement must be filed prior to that date. The filing of this statement does not of itself authorize the use in this state of a Fictitious Business Name in violation of the rights of another under Federal, State, or common law (See section 14411 et seq. Business and Professions Code) [8, 198, 227, 383]
notice-file-number: File No. 2019-330415 [685, 2048, 768, 2058]
notice-file-number: File No. 2019-329730 [460, 1701, 541, 1712]
notice-heading: FICTITIOUS BUSINESS NAME STATEMENT [685, 532, 865, 543]
notice-publish-line: Publish: ED-Mountain Views News [460, 506, 591, 517]
notice-heading: FICTITIOUS BUSINESS NAME STATEMENT [460, 1459, 639, 1470]
notice-heading: FICTITIOUS BUSINESS NAME STATEMENT [460, 775, 639, 784]
legal-notice [460, 100, 679, 295]
notice-file-number: File No. 2019-331309 [1138, 1238, 1220, 1249]
notice-heading: FICTITIOUS BUSINESS NAME STATEMENT [8, 1578, 186, 1589]
notice-publish-dates: Jan 11, 18, 25, Febr. 2020 [8, 393, 102, 403]
notice-publish-dates: Jan 11, 18, 25, Febr. 2020 [8, 2025, 102, 2036]
notice-body: CHINCHILLA, 1042 WEST 66TH STREET, LOS ANGELES, CA 90044. This Business is conducted by: AN INDIVIDUAL. Signed: ELDAR ROBERTO MUNOZ CHINCHILLA. This statement was filed with the County Clerk of Los Angeles County on 12/27/19. The registrant(s) has (have) commenced to transact business under the fictitious business name or names listed above on 11/2019. NOTICE- This Fictitious Name Statement expires five years from the date it was filed in the office of the County Clerk. A new Fictitious Business Name Statement must be filed prior to that date. The filing of this statement does not of itself authorize the use in this state of a Fictitious Business Name in violation of the rights of another under Federal, State, or common law (See section 14411 et seq. Business and Professions Code) [685, 100, 905, 254]
notice-publish-dates: Jan 11,18,25,Feb1 2020 [460, 758, 548, 769]
notice-file-number: File No. 2020003057 [8, 1367, 85, 1378]
notice-heading: FICTITIOUS BUSINESS NAME STATEMENT [912, 1227, 1092, 1238]
notice-publish-line: Publish: Mountain Views News [1138, 295, 1254, 305]
notice-publish-dates: Dates Pub: JAN 04, 11, 18, 25, 2020 [460, 1222, 594, 1232]
notice-body: The following person(s) is (are) doing business as: HMI RESTAURANT GROUP, POPEYES LOUISIANA KITCHEN SOUTH GATE, 11874 PARAMOUNT BLVD, SOUTH GATE, CA 90280. Full name of registrant(s) is (are) HMI RESTAURANT GROUP, INC, 11874 PARAMOUNT BLVD, SOUTH GATE, CA 90280. This Business is conducted by: A CORPORATION. Signed: CHONG KYUN YUN. This statement was filed with the County Clerk of Los Angeles County on 12/24/19. The registrant(s) has (have) commenced to transact business under the fictitious business name or names listed above on N/A. NOTICE- This Fictitious Name Statement expires five years from the date it was filed in the office of the County Clerk. A new Fictitious Business Name Statement must be filed prior to that date. The filing of this statement does not of itself authorize the use in this state of a Fictitious Business Name in violation of the rights of another under Federal, State, or common law (See section 14411 et seq. Business and Professions Code) [912, 553, 1131, 748]
legal-notice [234, 924, 452, 1150]
notice-body: The following person(s) is (are) doing business as: GOOD ENTERPRISES, 11230 PARAMOUNT BLVD SANTA FE SPRINGS, CA 90670. Full name of registrant(s) is (are) MELINA FAVIOLA GARCIA. This Business is conducted by: AN INDIVIDUAL. This statement was filed with the County Clerk of Los Angeles County on 12/24/19. [685, 1949, 905, 2011]
notice-file-number: File No. 2019-327834 [1138, 1516, 1220, 1527]
notice-publish-line: Publish: ED-Mountain Views News [8, 846, 139, 857]
notice-file-number: File No. 2020004927 [234, 692, 312, 703]
notice-heading: FICTITIOUS BUSINESS NAME STATEMENT [685, 1799, 865, 1810]
notice-publish-dates: Dates Pub: JAN 04, 11, 18, 25, 2020 [1138, 1361, 1273, 1372]
notice-publish-dates: Dates Pub: JAN 04, 11, 18, 25, 2020 [1138, 1211, 1273, 1222]
notice-file-number: File No. 2020000268 [460, 784, 538, 795]
notice-publish-line: Publish: Mountain Views News [912, 1402, 1029, 1413]
notice-file-number: File No. 2020002366 [8, 419, 85, 429]
legal-notice [8, 1810, 226, 2036]
notice-publish-dates: Dates Pub: JAN 04, 11, 18, 25, 2020 [460, 2185, 594, 2196]
notice-publish-line: Publish: Mountain Views News [685, 253, 802, 264]
notice-body: The following person(s) is (are) doing business as: CHINCHILLA CONSTRUCTIONS, 1042 WEST 66TH STREET, LOS ANGELES, CA 90044. [460, 2222, 679, 2253]
legal-notice [234, 100, 452, 203]
legal-notice [8, 2284, 226, 2407]
notice-file-number: File No. 2019316778 [234, 218, 312, 229]
footer-office: Office: 626.355.2737 [553, 2554, 683, 2569]
legal-notice [234, 1640, 452, 1877]
legal-notice [1139, 815, 1357, 1041]
legal-notice [686, 100, 905, 274]
column-5 [912, 100, 1130, 2538]
notice-body: The following person(s) is (are) doing business as: JB PROTECTIVE SERVICES, 7793 S ALMA LANE, LOS ANGELES, CA 90001. MAILING ADDRESS: 6909 E TOWNSEND ST, SOUTH GATE, CA 90280. Full name of registrant(s) is (are) ROBERT LAMAR SWIFT, 7793 S KALSI HALE AVE, LOS ANGELES, CA 90047. This Business is conducted by: AN INDIVIDUAL. Signed: ROBERT LAMAR SWIFT. This statement was filed with the County Clerk of Los Angeles County on 12/27/19. The registrant(s) has (have) commenced to transact business under the fictitious business name or names listed above on N/A. NOTICE- This Fictitious Name Statement expires five years from the date it was filed in the office of the County Clerk. A new Fictitious Business Name Statement must be filed prior to that date. [912, 1248, 1131, 1403]
notice-body: The following person(s) is (are) doing business as: KCANALES TRUCKING, 8918 JOSEPHINE ST, PARAMOUNT, CA 90723. Full name of registrant(s) is (are) KENNY ROBERT CANALES CHACON, 8918 JOSEPHINE ST, PARAMOUNT, CA 90723. This Business is conducted by: AN INDIVIDUAL. Signed: KENNY ROBERT CANALES CHACON. This statement was filed with the County Clerk of Los Angeles County on 12/26/19. [912, 1608, 1131, 1692]
legal-notice [686, 2038, 905, 2079]
notice-body: The following person(s) is (are) doing business as: JANETH'S, 714 VALENCIA ST, APT 406, LOS ANGELES, CA 90017. Full name of registrant(s) is (are) SANDRA JANETH ESPINOZA ZARATE, 714 VALENCIA ST, APT 406, LOS ANGELES, CA 90017. This Business is conducted by: AN INDIVIDUAL. Signed: SANDRA JANETH ESPINOZA ZARATE. This statement was filed with the County Clerk of Los Angeles County on 12/26/19. The registrant(s) has (have) commenced to transact business under the fictitious business name or names listed above on N/A. NOTICE- This Fictitious Name Statement expires five years from the date it was filed in the office of the County Clerk. A new Fictitious Business Name Statement must be filed prior to that date. The filing of this statement does not of itself authorize the use in this state of a Fictitious Business Name in violation of the rights of another under Federal, State, or common law (See section 14411 et seq. Business and Professions Code) [685, 784, 905, 970]
notice-publish-dates: Jan 11,18,25,Feb1 2020 [460, 284, 548, 295]
notice-heading: FICTITIOUS BUSINESS NAME STATEMENT [685, 1227, 865, 1238]
notice-publish-dates: Dates Pub: JAN 04, 11, 18, 25, 2020 [460, 1865, 594, 1876]
notice-file-number: File No. 2019331609 [460, 1016, 538, 1027]
notice-publish-dates: Dates Pub: JAN 04, 11, 18, 25, 2020 [685, 264, 820, 274]
notice-publish-line: Publish: ED-Mountain Views News [8, 2016, 139, 2026]
notice-body: The following person(s) is (are) doing business as: SHIN-EZER TRUCK SERVICES, 11558 COLIMA RD APT #4 WHITTIER, CA 90604. Full name of registrant(s) is (are) ROBERTO ROSAS RUIZ ALONSO, 11558 COLIMA RD APT #4 WHITTIER, CA 90604. This Business is conducted by: AN INDIVIDUAL. Signed: ROBERTO ROSAS RUIZ ALONSO. This statement was filed with the County Clerk of Los Angeles County on 12/27/19. The registrant(s) has (have) commenced to transact business under the fictitious business name or names listed above on N/A. NOTICE- This Fictitious Name Statement expires five years from the date it was filed in the office of the County Clerk. A new Fictitious Business Name Statement must be filed prior to that date. The filing of this statement does not of itself authorize the use in this state of a Fictitious Business Name in violation of the rights of another under Federal, State, or common law (See section 14411 et seq. Business and Professions Code) [685, 1248, 905, 1433]
notice-publish-dates: Dates Pub: JAN 04, 11, 18, 25, 2020 [1138, 304, 1273, 315]
notice-file-number: File No. 2020005896 [234, 1892, 312, 1902]
notice-file-number: File No. 2019-330583 [912, 784, 994, 795]
notice-heading: FICTITIOUS BUSINESS NAME STATEMENT [8, 2283, 186, 2294]
legal-notice [686, 532, 905, 758]
notice-publish-dates: Dates Pub: JAN 04, 11, 18, 25, 2020 [685, 1913, 820, 1924]
notice-file-number: File No. 2019-328027 [685, 1939, 768, 1950]
notice-publish-dates: Dates Pub: JAN 04, 11, 18, 25, 2020 [1138, 799, 1273, 810]
legal-notice [234, 440, 452, 677]
legal-notice [460, 2042, 679, 2196]
notice-file-number: File No. 2020005067 [8, 2051, 85, 2062]
notice-heading: FICTITIOUS BUSINESS NAME STATEMENT [460, 1882, 639, 1892]
notice-publish-dates: Jan 11,18,25,Feb1 2020 [234, 1382, 321, 1392]
notice-body: The following person(s) is (are) doing business as: SKY NINH CONSTRUCTION, 5001 CANDLEWOOD ST, LAKEWOOD, CA 90712. MAILING ADDRESS: 3500 S BRISTOL ST #204, SANTA ANA, CA 92704. Full name of registrant(s) is (are) TRI FUSION HOUSE, LLC, 3500 S BRISTOL ST #204, SANTA ANA, CA 92704. This Business is conducted by: A LIMITED LIABILITY COMPANY. Signed: SKY MINH HOANG. This statement was filed with the County Clerk of Los Angeles County on 12/30/19. The registrant(s) has (have) commenced to transact business under the fictitious business name or names listed above on N/A. NOTICE- This Fictitious Name Statement expires five years from the date it was filed in the office of the County Clerk. A new Fictitious Business Name Statement must be filed prior to that date. The filing of this statement does not of itself authorize the use in this state of a Fictitious Business Name in violation of the rights of another under Federal, State, or common law (See section 14411 et seq. Business and Professions Code) [912, 310, 1131, 506]
notice-heading: FICTITIOUS BUSINESS NAME STATEMENT [912, 290, 1092, 301]
notice-publish-line: Publish: Mountain Views News [1138, 1021, 1254, 1032]
notice-publish-dates: Dates Pub: JAN 04, 11, 18, 25, 2020 [912, 1573, 1046, 1583]
notice-heading: FICTITIOUS BUSINESS NAME STATEMENT [234, 682, 413, 692]
notice-file-number: File No. 2020001791 [234, 1650, 312, 1661]
notice-file-number: File No. 2019-331746 [1138, 1744, 1220, 1755]
notice-heading: FICTITIOUS BUSINESS NAME STATEMENT [8, 641, 186, 652]
notice-publish-dates: Dates Pub: JAN 04, 11, 18, 25, 2020 [685, 2021, 820, 2032]
notice-body: The following person(s) is (are) doing business as: KNOTS ON NEVE DRIVE 60373 LOS ANGELES, CA 90032, GOODNESS AND GOOD DESIGN. Full name of registrant(s) is (are) DOUGLAS DANG GOODS TO BE, 1071 NEVE DRIVE 60373 LOS ANGELES, CA 90032. This Business is conducted by: LIMITED LIABILITY COMPANY. Signed: BUI DUNG LEE, NINA DONG, CEO. This statement was filed with the County Clerk of Los Angeles County on 01/08/2020. The registrant(s) has (have) commenced to transact business under the fictitious business name or names listed above on N/A. NOTICE- This Fictitious Name Statement expires five years from the date it was filed in the office of the County Clerk. A new Fictitious Business Name Statement must be filed prior to that date. The filing of this statement does not of itself authorize the use in this state of a Fictitious Business Name in violation of the rights of another under Federal, State, or common law (See section 14411 et seq. Business and Professions Code) [234, 1176, 453, 1372]
notice-publish-dates: Jan 11, 18, 25, Febr. 2020 [8, 161, 102, 172]
notice-publish-dates: Dates Pub: JAN 04, 11, 18, 25, 2020 [1138, 547, 1273, 557]
notice-heading: FICTITIOUS BUSINESS NAME STATEMENT [8, 177, 186, 188]
notice-publish-dates: Dates Pub: JAN 04, 11, 18, 25, 2020 [1138, 1717, 1273, 1728]
notice-publish-line: Publish: Mountain Views News [685, 1201, 802, 1212]
notice-publish-line: Publish: Mountain Views News [912, 979, 1029, 990]
notice-publish-dates: Dates Pub: JAN 04, 11, 18, 25, 2020 [912, 1949, 1046, 1959]
notice-heading: FICTITIOUS BUSINESS NAME STATEMENT [234, 924, 413, 935]
notice-publish-dates: Jan 11,18,25,Feb1 2020 [460, 990, 548, 1001]
notice-publish-dates: Dates Pub: JAN 04, 11, 18, 25, 2020 [685, 1634, 820, 1644]
notice-body: The following person(s) is (are) doing business as: ENID REMEDIO, 2707, 2828 FAIRMOUNT ST, LOS ANGELES, CA 90033. Full name of registrant(s) is (are) ENID HERMES, 2828 FAIRMOUNT ST, LOS ANGELES, CA 90033. This Business is conducted by: AN INDIVIDUAL. Signed: ENID HERMES. This statement was filed with the County Clerk of Los Angeles County on 12/30/19. The registrant(s) has (have) commenced to transact business under the fictitious business name or names listed above on N/A. [685, 1670, 905, 1773]
notice-body: The following person(s) is (are) doing business as: LEDESMA SEAFOOD RESTAURANT, 1550 E ANAHEIM STREET, LONG BEACH, CA 90813. Full name of registrant(s) is (are) KELVIN S OSORIO, 1550 E ANAHEIM STREET, LONG BEACH, CA 90813. This Business is conducted by: AN INDIVIDUAL. Signed: KELVIN S OSORIO. This statement was filed with the County Clerk of Los Angeles County on 12/27/19. The registrant(s) has (have) commenced to transact business under the fictitious business name or names listed above on N/A. NOTICE- This Fictitious Name Statement expires five years from the date it was filed in the office of the County Clerk. A new Fictitious Business Name Statement must be filed prior to that date. The filing of this statement does not of itself authorize the use in this state of a Fictitious Business Name in violation of the rights of another under Federal, State, or common law (See section 14411 et seq. Business and Professions Code) [1138, 836, 1357, 1021]
notice-body: The following person(s) is (are) doing business as: EMI PAPER, 6477 ATLANTIC AVE #322 LONG BEACH, CA 90805. MAILING ADDRESS: P.O. BOX 561, REDONDO BEACH, CA 90277. Full name of registrant(s) is (are) III INC, 6477 ATLANTIC AVE #322, LONG BEACH, CA 90805. This Business is conducted by: A CORPORATION. Signed: JEFFREY PAUL SHIELLITO. This statement was filed with the County Clerk of Los Angeles County on 12/30/19. The registrant(s) has (have) commenced to transact business under the fictitious business name or names listed above on N/A. NOTICE- This Fictitious Name Statement expires five years from the date it was filed in the office of the County Clerk. A new Fictitious Business Name Statement must be filed prior to that date. [685, 1479, 905, 1624]
notice-file-number: File No. 2020005237 [8, 187, 85, 198]
notice-publish-dates: Jan 11, 18, 25, Febr. 2020 [8, 1794, 102, 1804]
notice-body: The following person(s) is (are) doing business as: ROSY'S CLEANING SERVICE, 16200 PARADISE RANCH RD SP 16, CASTAIC, CA 91384. Full name of registrant(s) is (are) ROCIO ORTIZ, 16200 PARADISE RANCH RD SP 16, CASTAIC, CA 91384. This Business is conducted by: INDIVIDUAL. Signed: ROCIO ORTIZ, OWNER. This statement was filed with the County Clerk of Los Angeles County on 01/08/2020. The registrant(s) has (have) commenced to transact business under the fictitious business name or names listed above on N/A. NOTICE- This Fictitious Name Statement expires five years from the date it was filed in the office of the County Clerk. A new Fictitious Business Name Statement must be filed prior to that date. The filing of this statement does not of itself authorize the use in this state of a Fictitious Business Name in violation of the rights of another under Federal, State, or common law (See section 14411 et seq. Business and Professions Code) [234, 1902, 453, 2087]
notice-body: The following person(s) is (are) doing business as: JJ TRUCKING, 159 E 218 ST, CARSON, CA 90745. Full name of registrant(s) is (are) JORGE A VILLAVICENCIO, 159 E 218TH ST, CARSON, CA 90745. This Business is conducted by: AN INDIVIDUAL. Signed: JORGE A VILLAVICENCIO. This statement was filed with the County Clerk of Los Angeles County on 12/27/19. The registrant(s) has (have) commenced to transact business under the fictitious business name or names listed above on N/A. NOTICE- This Fictitious Name Statement expires five years from the date it was filed in the office of the County Clerk. A new Fictitious Business Name Statement must be filed prior to that date. The filing of this statement does not of itself authorize the use in this state of a Fictitious Business Name in violation of the rights of another under Federal, State, or common law (See section 14411 et seq. Business and Professions Code) [912, 1027, 1131, 1201]
notice-publish-dates: Dates Pub: JAN 04, 11, 18, 25, 2020 [685, 516, 820, 526]
notice-publish-dates: Dates Pub: JAN 04, 11, 18, 25, 2020 [460, 1675, 594, 1686]
notice-heading: FICTITIOUS BUSINESS NAME STATEMENT [912, 532, 1092, 543]
notice-body: The following person(s) is (are) doing business as: OH SO PAPER, 6477 ATLANTIC AVE #322, LONG BEACH, CA 90805. Full name of registrant(s) is (are) III INC. This Business is conducted by: A CORPORATION. Signed: JEFFREY PAUL SHIELLITO. [1138, 1754, 1357, 1805]
notice-body: The following person(s) is (are) doing business as: ANTHONY TAIR TOOLS, 7828 PACIFIC AVE, SAN PEDRO, CA 90731. Full name of registrant(s) is (are) JOHNATHAN AYALA, 7828 PLAHELSCAPT AVE SAN PEDRO, CA 90731. This Business is conducted by: AN INDIVIDUAL. Signed: JOHNATHAN AYALA. This statement was filed with the County Clerk of Los Angeles County on 12/27/19. The registrant(s) has (have) commenced to transact business under the fictitious business name or names listed above on N/A. NOTICE- This Fictitious Name Statement expires five years from the date it was filed in the office of the County Clerk. A new Fictitious Business Name Statement must be filed prior to that date. The filing of this statement does not of itself authorize the use in this state of a Fictitious Business Name in violation of the rights of another under Federal, State, or common law (See section 14411 et seq. Business and Professions Code) [460, 1479, 679, 1665]
notice-publish-line: Publish: Mountain Views News [912, 264, 1029, 274]
notice-body: as: LCR TRUCKING, 2814 RANDOLPH ST, HUNTINGTON PARK, CA 90255. Full name of registrant(s) is (are) LINO CRISTOBAL RODRIGUEZ DIAZ, 2814 RANDOLPH ST, HUNTINGTON PARK, CA 90255; MAGDALIA FLORES RODRIGUEZ, 2814 RANDOLPH ST, HUNTINGTON PARK, CA 90255. This Business is conducted by: A MARRIED COUPLE. Signed: MAGDALIA FLORES RODRIGUEZ. This statement was filed with the County Clerk of Los Angeles County on 12/30/19. The registrant(s) has (have) commenced to transact business under the fictitious business name or names listed above on N/A. NOTICE- This Fictitious Name Statement expires five years from the date it was filed in the office of the County Clerk. A new Fictitious Business Name Statement must be filed prior to that date. The filing of this statement does not of itself authorize the use in this state of a Fictitious Business Name in violation of the rights of another under Federal, State, or common law (See section 14411 et seq. Business and Professions Code) [1138, 100, 1357, 295]
notice-publish-line: Publish: ED-Mountain Views News [234, 181, 365, 192]
notice-publish-line: Publish: Mountain Views News [460, 1665, 576, 1675]
legal-notice [460, 2202, 679, 2253]
notice-publish-line: Publish: ED-Mountain Views News [460, 274, 591, 285]
notice-body: as: SVC CUSTOM CABINETS 8802 REMICK AVENUE SUN VALLEY, CA 91352. Full name of registrant(s) is (are) SERGIO VARGAS, 8802 REMICK AVENUE SUN VALLEY, CA 91352. This Business is conducted by: INDIVIDUAL. Signed: SERGIO VARGAS, OWNER. This statement was filed with the County Clerk of Los Angeles County on 01/08/2020. The registrant(s) has (have) commenced to transact business under the fictitious business name or names listed above on 01/2020. NOTICE- This Fictitious Name Statement expires five years from the date it was filed in the office of the County Clerk. A new Fictitious Business Name Statement must be filed prior to that date. The filing of this statement does not of itself authorize the use in this state of a Fictitious Business Name in violation of the rights of another under Federal, State, or common law (See section 14411 et seq. Business and Professions Code) [460, 100, 679, 274]
